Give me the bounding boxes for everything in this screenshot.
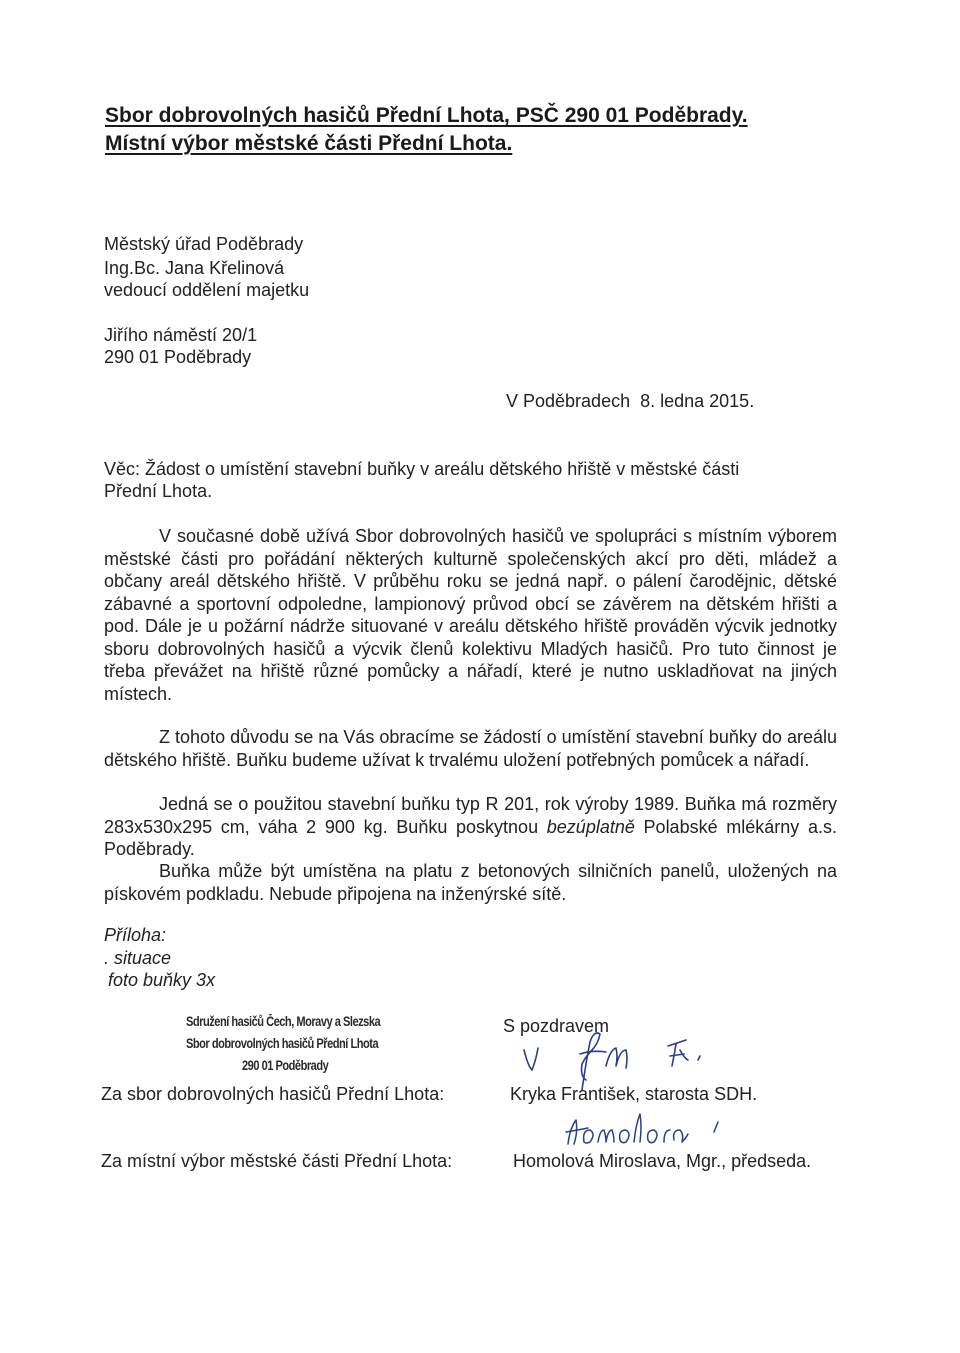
body-paragraph-2 — [104, 726, 837, 771]
attachments-item-1: . situace — [104, 948, 172, 968]
body-paragraph-2-text: Z tohoto důvodu se na Vás obracíme se žádostí o umístění stavební buňky do areálu dětského hřiště. Buňku budeme užívat k trvalému uložení potřebných pomůcek a nářadí. — [104, 727, 837, 770]
recipient-office: Městský úřad Poděbrady — [104, 234, 304, 254]
recipient-city: 290 01 Poděbrady — [104, 347, 252, 367]
recipient-street: Jiřího náměstí 20/1 — [104, 325, 258, 345]
recipient-name: Ing.Bc. Jana Křelinová — [104, 258, 285, 278]
attachments-item-2: foto buňky 3x — [108, 970, 216, 990]
stamp-line-1: Sdružení hasičů Čech, Moravy a Slezska — [186, 1014, 381, 1029]
body-paragraph-4 — [104, 860, 837, 905]
recipient-position: vedoucí oddělení majetku — [104, 280, 310, 300]
body-paragraph-3-italic: bezúplatně — [546, 816, 635, 837]
mv-signer-name: Homolová Miroslava, Mgr., předseda. — [513, 1151, 812, 1171]
stamp-line-3: 290 01 Poděbrady — [242, 1058, 329, 1073]
body-paragraph-1-text: V současné době užívá Sbor dobrovolných hasičů ve spolupráci s místním výborem městské části pro pořádání některých kulturně společenských akcí pro děti, mládež a občany areál dětského hřiště. V průběhu roku se jedná např. o pálení čarodějnic, dětské zábavné a sportovní odpoledne, lampionový průvod obcí se závěrem na dětském hřišti a pod. Dále je u požární nádrže situované v areálu dětského hřiště prováděn výcvik jednotky sboru dobrovolných hasičů a výcvik členů kolektivu Mladých hasičů. Pro tuto činnost je třeba převážet na hřiště různé pomůcky a nářadí, které je nutno uskladňovat na jiných místech. — [104, 526, 837, 704]
subject-line-1: Věc: Žádost o umístění stavební buňky v areálu dětského hřiště v městské části — [104, 459, 740, 479]
header-title: Sbor dobrovolných hasičů Přední Lhota, PSČ 290 01 Poděbrady. — [105, 104, 748, 127]
sdh-signature-label: Za sbor dobrovolných hasičů Přední Lhota: — [101, 1084, 445, 1104]
greeting: S pozdravem — [503, 1016, 610, 1036]
subject-line-2: Přední Lhota. — [104, 481, 213, 501]
body-paragraph-3-start: Jedná se o použitou stavební buňku typ R 201, rok výroby 1989. Buňka má rozměry 283x530x295 cm, váha 2 900 kg. Buňku poskytnou — [104, 794, 837, 837]
date-line: V Poděbradech 8. ledna 2015. — [506, 391, 755, 411]
body-paragraph-3 — [104, 793, 837, 861]
body-paragraph-1 — [104, 525, 837, 705]
stamp-line-2: Sbor dobrovolných hasičů Přední Lhota — [186, 1036, 379, 1051]
body-paragraph-4-text: Buňka může být umístěna na platu z betonových silničních panelů, uložených na pískovém podkladu. Nebude připojena na inženýrské sítě. — [104, 861, 837, 904]
attachments-title: Příloha: — [104, 925, 167, 945]
body-paragraph-3-end: Polabské mlékárny a.s. Poděbrady. — [104, 816, 838, 859]
header-subtitle: Místní výbor městské části Přední Lhota. — [105, 132, 513, 155]
mv-signature-label: Za místní výbor městské části Přední Lhota: — [101, 1151, 453, 1171]
sdh-signer-name: Kryka František, starosta SDH. — [510, 1084, 758, 1104]
